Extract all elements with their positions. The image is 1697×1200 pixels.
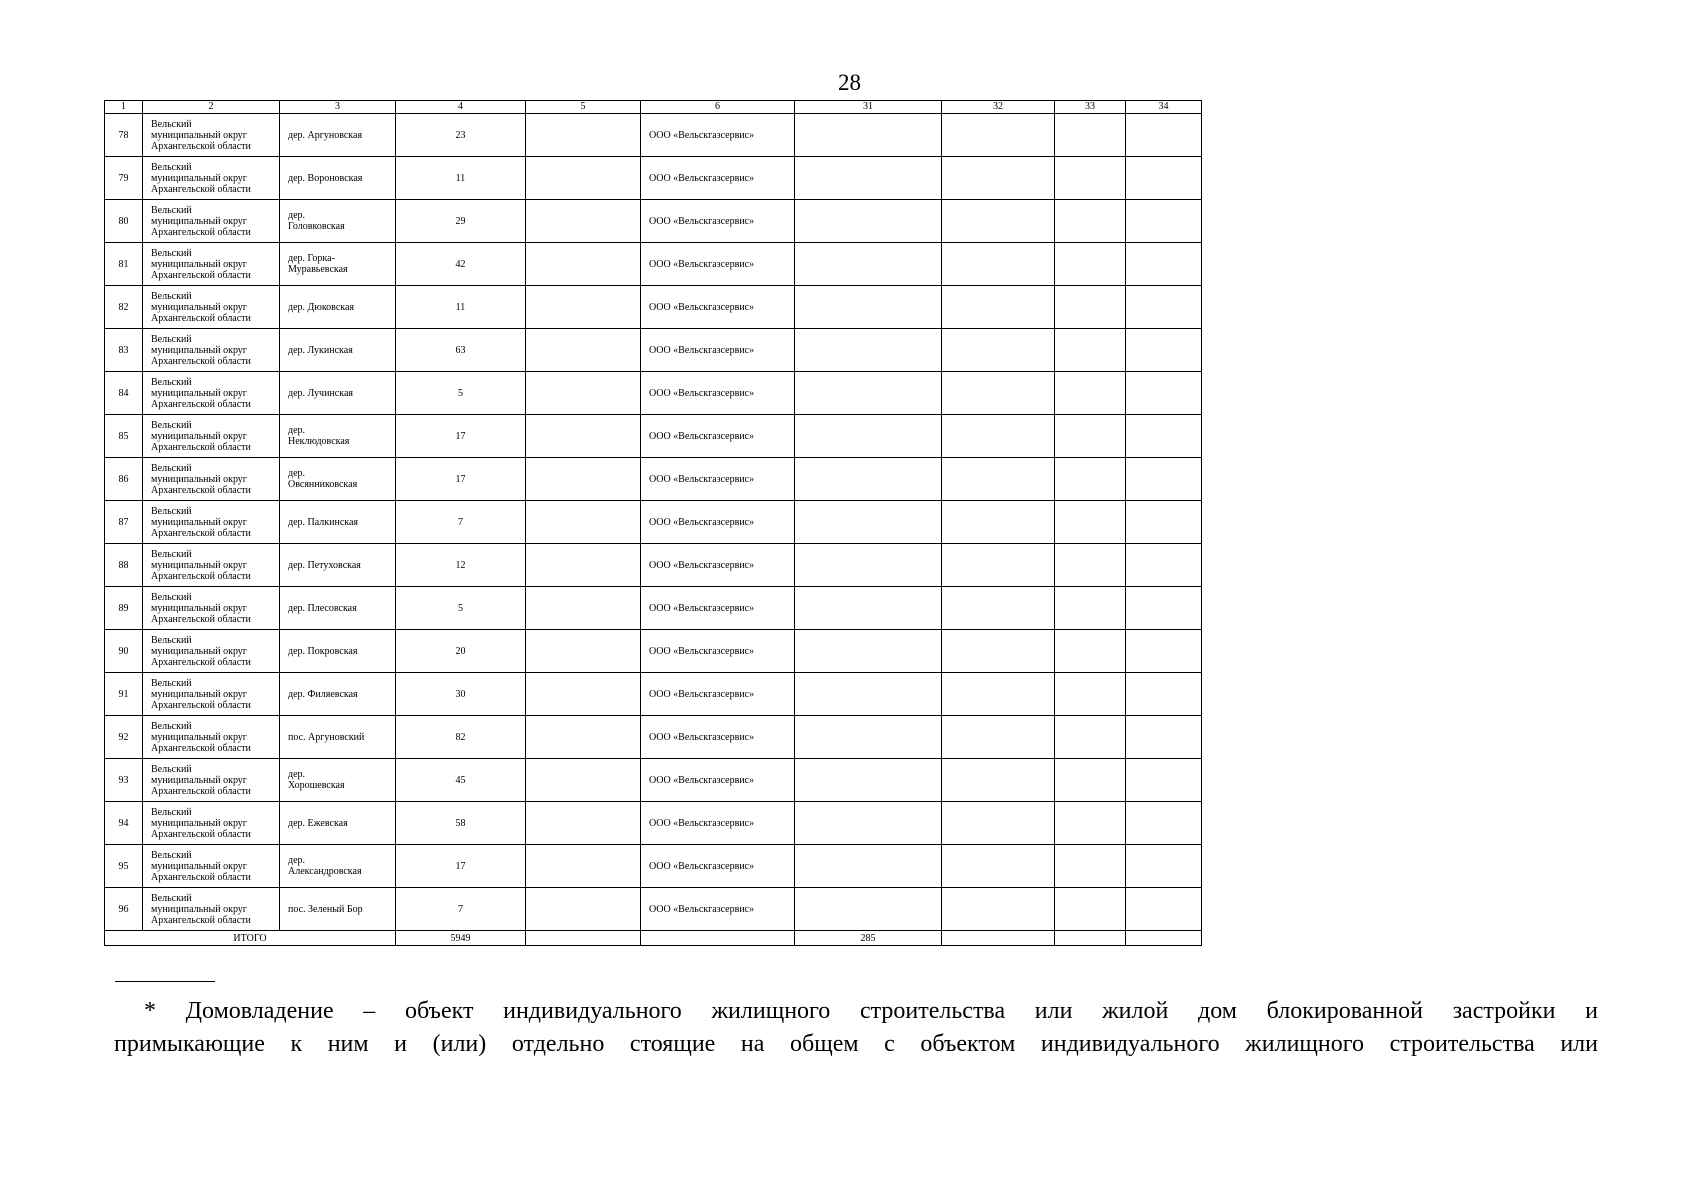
organization-cell: ООО «Вельскгазсервис» bbox=[641, 759, 795, 802]
municipality-cell bbox=[143, 329, 280, 372]
empty-cell bbox=[942, 716, 1055, 759]
household-count-cell: 7 bbox=[396, 888, 526, 931]
empty-cell bbox=[942, 458, 1055, 501]
row-number: 93 bbox=[105, 759, 143, 802]
empty-cell bbox=[795, 630, 942, 673]
empty-cell bbox=[942, 587, 1055, 630]
table-row bbox=[105, 802, 1202, 845]
locality-cell: дер. Ежевская bbox=[280, 802, 396, 845]
row-number: 96 bbox=[105, 888, 143, 931]
empty-cell bbox=[795, 587, 942, 630]
empty-cell bbox=[1126, 759, 1202, 802]
locality-cell: дер. Петуховская bbox=[280, 544, 396, 587]
empty-cell bbox=[1055, 329, 1126, 372]
municipality-cell bbox=[143, 759, 280, 802]
empty-cell bbox=[526, 200, 641, 243]
municipality-cell bbox=[143, 157, 280, 200]
empty-cell bbox=[526, 802, 641, 845]
row-number: 83 bbox=[105, 329, 143, 372]
municipality-text: Вельский муниципальный округ Архангельской области bbox=[151, 376, 251, 410]
empty-cell bbox=[1055, 501, 1126, 544]
locality-cell: дер. Головковская bbox=[280, 200, 396, 243]
municipality-text: Вельский муниципальный округ Архангельской области bbox=[151, 419, 251, 453]
municipality-text: Вельский муниципальный округ Архангельской области bbox=[151, 763, 251, 797]
organization-cell: ООО «Вельскгазсервис» bbox=[641, 286, 795, 329]
household-count-cell: 20 bbox=[396, 630, 526, 673]
municipality-cell bbox=[143, 587, 280, 630]
empty-cell bbox=[1055, 759, 1126, 802]
locality-cell: дер. Плесовская bbox=[280, 587, 396, 630]
organization-cell: ООО «Вельскгазсервис» bbox=[641, 157, 795, 200]
empty-cell bbox=[1055, 544, 1126, 587]
header-col-33: 33 bbox=[1055, 101, 1126, 114]
organization-cell: ООО «Вельскгазсервис» bbox=[641, 544, 795, 587]
row-number: 91 bbox=[105, 673, 143, 716]
municipality-cell bbox=[143, 673, 280, 716]
municipality-text: Вельский муниципальный округ Архангельской области bbox=[151, 892, 251, 926]
locality-cell: дер. Вороновская bbox=[280, 157, 396, 200]
header-col-34: 34 bbox=[1126, 101, 1202, 114]
organization-cell: ООО «Вельскгазсервис» bbox=[641, 673, 795, 716]
empty-cell bbox=[942, 673, 1055, 716]
empty-cell bbox=[1055, 931, 1126, 946]
household-count-cell: 45 bbox=[396, 759, 526, 802]
empty-cell bbox=[1126, 329, 1202, 372]
municipality-text: Вельский муниципальный округ Архангельской области bbox=[151, 720, 251, 754]
empty-cell bbox=[942, 544, 1055, 587]
empty-cell bbox=[942, 200, 1055, 243]
empty-cell bbox=[526, 372, 641, 415]
empty-cell bbox=[795, 200, 942, 243]
footnote-line-1: * Домовладение – объект индивидуального жилищного строительства или жилой дом блокированной застройки и bbox=[144, 998, 1598, 1024]
locality-cell: дер. Дюковская bbox=[280, 286, 396, 329]
household-count-cell: 58 bbox=[396, 802, 526, 845]
organization-cell: ООО «Вельскгазсервис» bbox=[641, 458, 795, 501]
row-number: 94 bbox=[105, 802, 143, 845]
empty-cell bbox=[942, 415, 1055, 458]
empty-cell bbox=[1126, 286, 1202, 329]
empty-cell bbox=[1055, 802, 1126, 845]
municipality-cell bbox=[143, 458, 280, 501]
empty-cell bbox=[526, 114, 641, 157]
header-col-4: 4 bbox=[396, 101, 526, 114]
row-number: 80 bbox=[105, 200, 143, 243]
empty-cell bbox=[795, 716, 942, 759]
empty-cell bbox=[1126, 630, 1202, 673]
footnote-divider bbox=[115, 981, 215, 982]
table-row bbox=[105, 372, 1202, 415]
municipality-cell bbox=[143, 243, 280, 286]
organization-cell: ООО «Вельскгазсервис» bbox=[641, 114, 795, 157]
municipality-cell bbox=[143, 114, 280, 157]
organization-cell: ООО «Вельскгазсервис» bbox=[641, 243, 795, 286]
municipality-cell bbox=[143, 845, 280, 888]
municipality-text: Вельский муниципальный округ Архангельской области bbox=[151, 548, 251, 582]
empty-cell bbox=[795, 845, 942, 888]
header-col-5: 5 bbox=[526, 101, 641, 114]
table-row bbox=[105, 157, 1202, 200]
organization-cell: ООО «Вельскгазсервис» bbox=[641, 329, 795, 372]
empty-cell bbox=[1055, 157, 1126, 200]
empty-cell bbox=[526, 888, 641, 931]
municipality-text: Вельский муниципальный округ Архангельской области bbox=[151, 462, 251, 496]
total-label: ИТОГО bbox=[105, 931, 396, 946]
header-row bbox=[105, 101, 1202, 114]
municipality-text: Вельский муниципальный округ Архангельской области bbox=[151, 505, 251, 539]
empty-cell bbox=[795, 802, 942, 845]
municipality-cell bbox=[143, 286, 280, 329]
organization-cell: ООО «Вельскгазсервис» bbox=[641, 501, 795, 544]
organization-cell: ООО «Вельскгазсервис» bbox=[641, 888, 795, 931]
empty-cell bbox=[795, 458, 942, 501]
household-count-cell: 5 bbox=[396, 372, 526, 415]
table-row bbox=[105, 888, 1202, 931]
municipality-text: Вельский муниципальный округ Архангельской области bbox=[151, 806, 251, 840]
footnote bbox=[114, 995, 1598, 1061]
header-col-31: 31 bbox=[795, 101, 942, 114]
row-number: 92 bbox=[105, 716, 143, 759]
empty-cell bbox=[526, 415, 641, 458]
empty-cell bbox=[526, 157, 641, 200]
row-number: 90 bbox=[105, 630, 143, 673]
household-count-cell: 82 bbox=[396, 716, 526, 759]
empty-cell bbox=[641, 931, 795, 946]
empty-cell bbox=[1055, 716, 1126, 759]
empty-cell bbox=[795, 243, 942, 286]
empty-cell bbox=[1126, 931, 1202, 946]
table-row bbox=[105, 544, 1202, 587]
locality-cell: дер. Филяевская bbox=[280, 673, 396, 716]
empty-cell bbox=[942, 501, 1055, 544]
table-row bbox=[105, 415, 1202, 458]
empty-cell bbox=[526, 716, 641, 759]
empty-cell bbox=[1055, 114, 1126, 157]
empty-cell bbox=[1055, 372, 1126, 415]
empty-cell bbox=[795, 415, 942, 458]
table-row bbox=[105, 716, 1202, 759]
total-col-31: 285 bbox=[795, 931, 942, 946]
empty-cell bbox=[942, 329, 1055, 372]
table-row bbox=[105, 286, 1202, 329]
locality-cell: дер. Хорошевская bbox=[280, 759, 396, 802]
row-number: 95 bbox=[105, 845, 143, 888]
organization-cell: ООО «Вельскгазсервис» bbox=[641, 630, 795, 673]
empty-cell bbox=[1055, 200, 1126, 243]
organization-cell: ООО «Вельскгазсервис» bbox=[641, 845, 795, 888]
table-row bbox=[105, 845, 1202, 888]
table-row bbox=[105, 673, 1202, 716]
organization-cell: ООО «Вельскгазсервис» bbox=[641, 200, 795, 243]
empty-cell bbox=[1126, 888, 1202, 931]
locality-cell: дер. Аргуновская bbox=[280, 114, 396, 157]
empty-cell bbox=[795, 759, 942, 802]
locality-cell: пос. Аргуновский bbox=[280, 716, 396, 759]
empty-cell bbox=[1126, 845, 1202, 888]
empty-cell bbox=[1126, 243, 1202, 286]
household-count-cell: 7 bbox=[396, 501, 526, 544]
table-row bbox=[105, 114, 1202, 157]
municipality-text: Вельский муниципальный округ Архангельской области bbox=[151, 247, 251, 281]
empty-cell bbox=[1055, 888, 1126, 931]
header-col-32: 32 bbox=[942, 101, 1055, 114]
locality-cell: дер. Лукинская bbox=[280, 329, 396, 372]
row-number: 81 bbox=[105, 243, 143, 286]
table-row bbox=[105, 200, 1202, 243]
locality-cell: дер. Александровская bbox=[280, 845, 396, 888]
empty-cell bbox=[1126, 716, 1202, 759]
empty-cell bbox=[1126, 802, 1202, 845]
header-col-3: 3 bbox=[280, 101, 396, 114]
empty-cell bbox=[526, 587, 641, 630]
row-number: 89 bbox=[105, 587, 143, 630]
empty-cell bbox=[942, 372, 1055, 415]
locality-cell: дер. Палкинская bbox=[280, 501, 396, 544]
household-count-cell: 12 bbox=[396, 544, 526, 587]
municipality-text: Вельский муниципальный округ Архангельской области bbox=[151, 333, 251, 367]
organization-cell: ООО «Вельскгазсервис» bbox=[641, 587, 795, 630]
locality-cell: дер. Лучинская bbox=[280, 372, 396, 415]
row-number: 86 bbox=[105, 458, 143, 501]
municipality-text: Вельский муниципальный округ Архангельской области bbox=[151, 118, 251, 152]
table-row bbox=[105, 243, 1202, 286]
empty-cell bbox=[1126, 673, 1202, 716]
footnote-line-2: примыкающие к ним и (или) отдельно стоящие на общем с объектом индивидуального жилищного строительства или bbox=[114, 1031, 1598, 1057]
table-row bbox=[105, 759, 1202, 802]
header-col-1: 1 bbox=[105, 101, 143, 114]
municipality-cell bbox=[143, 802, 280, 845]
empty-cell bbox=[942, 802, 1055, 845]
empty-cell bbox=[1055, 845, 1126, 888]
table-row bbox=[105, 587, 1202, 630]
empty-cell bbox=[942, 845, 1055, 888]
empty-cell bbox=[795, 114, 942, 157]
empty-cell bbox=[526, 931, 641, 946]
table-row bbox=[105, 501, 1202, 544]
total-count: 5949 bbox=[396, 931, 526, 946]
empty-cell bbox=[526, 544, 641, 587]
empty-cell bbox=[1055, 673, 1126, 716]
empty-cell bbox=[1126, 157, 1202, 200]
empty-cell bbox=[1055, 458, 1126, 501]
row-number: 84 bbox=[105, 372, 143, 415]
empty-cell bbox=[1055, 286, 1126, 329]
total-row bbox=[105, 931, 1202, 946]
municipality-cell bbox=[143, 200, 280, 243]
municipality-text: Вельский муниципальный округ Архангельской области bbox=[151, 677, 251, 711]
locality-cell: дер. Покровская bbox=[280, 630, 396, 673]
row-number: 87 bbox=[105, 501, 143, 544]
empty-cell bbox=[1126, 415, 1202, 458]
household-count-cell: 5 bbox=[396, 587, 526, 630]
municipality-text: Вельский муниципальный округ Архангельской области bbox=[151, 591, 251, 625]
empty-cell bbox=[1126, 372, 1202, 415]
empty-cell bbox=[526, 286, 641, 329]
empty-cell bbox=[942, 286, 1055, 329]
organization-cell: ООО «Вельскгазсервис» bbox=[641, 372, 795, 415]
empty-cell bbox=[526, 630, 641, 673]
empty-cell bbox=[942, 243, 1055, 286]
empty-cell bbox=[526, 458, 641, 501]
row-number: 78 bbox=[105, 114, 143, 157]
household-count-cell: 63 bbox=[396, 329, 526, 372]
empty-cell bbox=[942, 630, 1055, 673]
locality-cell: пос. Зеленый Бор bbox=[280, 888, 396, 931]
empty-cell bbox=[526, 759, 641, 802]
empty-cell bbox=[795, 157, 942, 200]
empty-cell bbox=[1055, 415, 1126, 458]
empty-cell bbox=[1055, 587, 1126, 630]
municipality-cell bbox=[143, 888, 280, 931]
empty-cell bbox=[1126, 587, 1202, 630]
municipality-text: Вельский муниципальный округ Архангельской области bbox=[151, 849, 251, 883]
locality-cell: дер. Овсянниковская bbox=[280, 458, 396, 501]
empty-cell bbox=[795, 329, 942, 372]
empty-cell bbox=[795, 286, 942, 329]
empty-cell bbox=[526, 845, 641, 888]
municipality-cell bbox=[143, 415, 280, 458]
row-number: 82 bbox=[105, 286, 143, 329]
empty-cell bbox=[526, 501, 641, 544]
empty-cell bbox=[1126, 544, 1202, 587]
header-col-6: 6 bbox=[641, 101, 795, 114]
empty-cell bbox=[795, 544, 942, 587]
empty-cell bbox=[795, 501, 942, 544]
household-count-cell: 17 bbox=[396, 458, 526, 501]
municipality-text: Вельский муниципальный округ Архангельской области bbox=[151, 634, 251, 668]
municipality-cell bbox=[143, 501, 280, 544]
locality-cell: дер. Неклюдовская bbox=[280, 415, 396, 458]
row-number: 85 bbox=[105, 415, 143, 458]
empty-cell bbox=[526, 329, 641, 372]
organization-cell: ООО «Вельскгазсервис» bbox=[641, 802, 795, 845]
empty-cell bbox=[1126, 458, 1202, 501]
empty-cell bbox=[526, 673, 641, 716]
organization-cell: ООО «Вельскгазсервис» bbox=[641, 415, 795, 458]
page-number: 28 bbox=[838, 70, 861, 95]
table-row bbox=[105, 458, 1202, 501]
empty-cell bbox=[942, 114, 1055, 157]
row-number: 88 bbox=[105, 544, 143, 587]
empty-cell bbox=[942, 157, 1055, 200]
household-count-cell: 11 bbox=[396, 157, 526, 200]
municipality-cell bbox=[143, 716, 280, 759]
empty-cell bbox=[942, 931, 1055, 946]
empty-cell bbox=[1055, 630, 1126, 673]
locality-cell: дер. Горка- Муравьевская bbox=[280, 243, 396, 286]
empty-cell bbox=[795, 888, 942, 931]
household-count-cell: 30 bbox=[396, 673, 526, 716]
household-count-cell: 23 bbox=[396, 114, 526, 157]
empty-cell bbox=[1055, 243, 1126, 286]
municipality-text: Вельский муниципальный округ Архангельской области bbox=[151, 204, 251, 238]
municipality-text: Вельский муниципальный округ Архангельской области bbox=[151, 161, 251, 195]
household-count-cell: 29 bbox=[396, 200, 526, 243]
municipality-cell bbox=[143, 630, 280, 673]
data-table bbox=[104, 100, 1202, 946]
empty-cell bbox=[1126, 501, 1202, 544]
municipality-cell bbox=[143, 372, 280, 415]
household-count-cell: 17 bbox=[396, 845, 526, 888]
table-row bbox=[105, 329, 1202, 372]
organization-cell: ООО «Вельскгазсервис» bbox=[641, 716, 795, 759]
empty-cell bbox=[1126, 114, 1202, 157]
empty-cell bbox=[795, 673, 942, 716]
municipality-text: Вельский муниципальный округ Архангельской области bbox=[151, 290, 251, 324]
empty-cell bbox=[526, 243, 641, 286]
empty-cell bbox=[942, 888, 1055, 931]
table-body bbox=[105, 101, 1202, 946]
empty-cell bbox=[1126, 200, 1202, 243]
household-count-cell: 42 bbox=[396, 243, 526, 286]
municipality-cell bbox=[143, 544, 280, 587]
header-col-2: 2 bbox=[143, 101, 280, 114]
empty-cell bbox=[942, 759, 1055, 802]
table-row bbox=[105, 630, 1202, 673]
household-count-cell: 11 bbox=[396, 286, 526, 329]
household-count-cell: 17 bbox=[396, 415, 526, 458]
row-number: 79 bbox=[105, 157, 143, 200]
empty-cell bbox=[795, 372, 942, 415]
